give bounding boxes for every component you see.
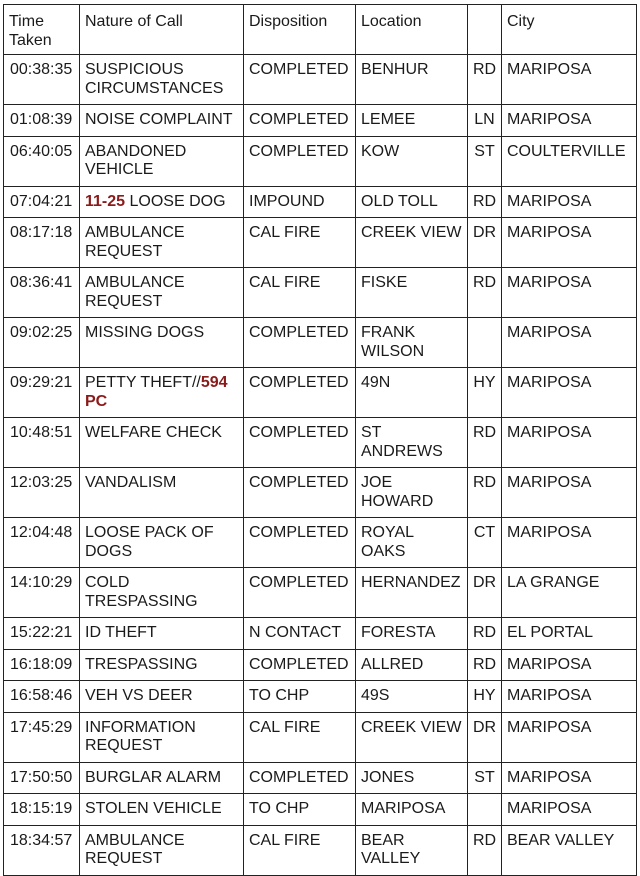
table-row: [4, 618, 637, 650]
table-row: [4, 762, 637, 794]
location-cell: FORESTA: [356, 618, 468, 650]
disposition-cell: CAL FIRE: [244, 218, 356, 268]
nature-cell: [80, 712, 244, 762]
street-type-cell: RD: [468, 649, 502, 681]
city-cell: MARIPOSA: [502, 794, 637, 826]
table-row: [4, 712, 637, 762]
table-row: [4, 681, 637, 713]
nature-cell: [80, 418, 244, 468]
street-type-cell: CT: [468, 518, 502, 568]
street-type-cell: HY: [468, 681, 502, 713]
table-row: [4, 55, 637, 105]
header-nature-of-call: Nature of Call: [80, 5, 244, 55]
street-type-cell: ST: [468, 762, 502, 794]
table-header: [4, 5, 637, 55]
disposition-cell: COMPLETED: [244, 468, 356, 518]
nature-cell: [80, 136, 244, 186]
nature-text: TRESPASSING: [85, 655, 198, 673]
header-location: Location: [356, 5, 468, 55]
nature-cell: [80, 468, 244, 518]
location-cell: FISKE: [356, 268, 468, 318]
nature-text: AMBULANCE REQUEST: [85, 831, 185, 867]
call-code: 594 PC: [85, 374, 228, 410]
table-row: [4, 794, 637, 826]
disposition-cell: COMPLETED: [244, 55, 356, 105]
table-row: [4, 186, 637, 218]
city-cell: MARIPOSA: [502, 268, 637, 318]
table-row: [4, 368, 637, 418]
time-cell: 18:15:19: [4, 794, 80, 826]
city-cell: MARIPOSA: [502, 55, 637, 105]
location-cell: BENHUR: [356, 55, 468, 105]
street-type-cell: RD: [468, 825, 502, 875]
city-cell: COULTERVILLE: [502, 136, 637, 186]
table-row: [4, 649, 637, 681]
location-cell: LEMEE: [356, 105, 468, 137]
disposition-cell: COMPLETED: [244, 105, 356, 137]
table-row: [4, 568, 637, 618]
time-cell: 08:36:41: [4, 268, 80, 318]
nature-text: AMBULANCE REQUEST: [85, 224, 185, 260]
nature-cell: [80, 218, 244, 268]
time-cell: 09:29:21: [4, 368, 80, 418]
location-cell: JOE HOWARD: [356, 468, 468, 518]
nature-cell: [80, 825, 244, 875]
table-row: [4, 468, 637, 518]
street-type-cell: RD: [468, 418, 502, 468]
nature-cell: [80, 649, 244, 681]
nature-text: LOOSE PACK OF DOGS: [85, 524, 214, 560]
city-cell: MARIPOSA: [502, 418, 637, 468]
time-cell: 18:34:57: [4, 825, 80, 875]
street-type-cell: RD: [468, 55, 502, 105]
nature-text: BURGLAR ALARM: [85, 768, 222, 786]
street-type-cell: [468, 318, 502, 368]
nature-text: VANDALISM: [85, 474, 177, 491]
city-cell: MARIPOSA: [502, 681, 637, 713]
nature-cell: [80, 794, 244, 826]
nature-cell: [80, 55, 244, 105]
street-type-cell: DR: [468, 568, 502, 618]
nature-cell: [80, 568, 244, 618]
street-type-cell: DR: [468, 218, 502, 268]
nature-text: AMBULANCE REQUEST: [85, 274, 185, 310]
city-cell: MARIPOSA: [502, 649, 637, 681]
city-cell: LA GRANGE: [502, 568, 637, 618]
nature-text: INFORMATION REQUEST: [85, 718, 196, 754]
time-cell: 16:18:09: [4, 649, 80, 681]
header-row: [4, 5, 637, 55]
city-cell: MARIPOSA: [502, 318, 637, 368]
disposition-cell: COMPLETED: [244, 518, 356, 568]
city-cell: MARIPOSA: [502, 468, 637, 518]
location-cell: 49S: [356, 681, 468, 713]
city-cell: MARIPOSA: [502, 712, 637, 762]
city-cell: EL PORTAL: [502, 618, 637, 650]
header-disposition: Disposition: [244, 5, 356, 55]
header-street-type: [468, 5, 502, 55]
location-cell: FRANK WILSON: [356, 318, 468, 368]
nature-cell: [80, 681, 244, 713]
location-cell: KOW: [356, 136, 468, 186]
disposition-cell: COMPLETED: [244, 136, 356, 186]
table-row: [4, 418, 637, 468]
header-time: Time Taken: [4, 5, 80, 55]
city-cell: MARIPOSA: [502, 218, 637, 268]
nature-text: WELFARE CHECK: [85, 424, 222, 441]
disposition-cell: COMPLETED: [244, 418, 356, 468]
table-row: [4, 105, 637, 137]
nature-cell: [80, 368, 244, 418]
street-type-cell: HY: [468, 368, 502, 418]
disposition-cell: COMPLETED: [244, 318, 356, 368]
disposition-cell: TO CHP: [244, 794, 356, 826]
nature-cell: [80, 618, 244, 650]
disposition-cell: TO CHP: [244, 681, 356, 713]
location-cell: BEAR VALLEY: [356, 825, 468, 875]
street-type-cell: LN: [468, 105, 502, 137]
nature-cell: [80, 318, 244, 368]
table-body: [4, 55, 637, 876]
location-cell: MARIPOSA: [356, 794, 468, 826]
street-type-cell: DR: [468, 712, 502, 762]
time-cell: 10:48:51: [4, 418, 80, 468]
disposition-cell: CAL FIRE: [244, 268, 356, 318]
street-type-cell: [468, 794, 502, 826]
time-cell: 12:04:48: [4, 518, 80, 568]
nature-text: ABANDONED VEHICLE: [85, 142, 187, 178]
nature-text: ID THEFT: [85, 624, 157, 641]
nature-text: COLD TRESPASSING: [85, 574, 198, 610]
street-type-cell: RD: [468, 268, 502, 318]
location-cell: OLD TOLL: [356, 186, 468, 218]
disposition-cell: CAL FIRE: [244, 825, 356, 875]
time-cell: 17:45:29: [4, 712, 80, 762]
nature-cell: [80, 762, 244, 794]
nature-text: MISSING DOGS: [85, 324, 205, 341]
nature-cell: [80, 105, 244, 137]
city-cell: BEAR VALLEY: [502, 825, 637, 875]
table-row: [4, 825, 637, 875]
street-type-cell: RD: [468, 618, 502, 650]
time-cell: 00:38:35: [4, 55, 80, 105]
nature-cell: [80, 186, 244, 218]
header-city: City: [502, 5, 637, 55]
time-cell: 16:58:46: [4, 681, 80, 713]
time-cell: 14:10:29: [4, 568, 80, 618]
call-log-table: [3, 4, 637, 876]
street-type-cell: RD: [468, 468, 502, 518]
location-cell: CREEK VIEW: [356, 218, 468, 268]
location-cell: CREEK VIEW: [356, 712, 468, 762]
table-row: [4, 318, 637, 368]
table-row: [4, 518, 637, 568]
city-cell: MARIPOSA: [502, 186, 637, 218]
nature-text: STOLEN VEHICLE: [85, 800, 222, 817]
nature-text: PETTY THEFT//: [85, 374, 201, 391]
time-cell: 17:50:50: [4, 762, 80, 794]
city-cell: MARIPOSA: [502, 762, 637, 794]
street-type-cell: ST: [468, 136, 502, 186]
location-cell: 49N: [356, 368, 468, 418]
nature-text: SUSPICIOUS CIRCUMSTANCES: [85, 61, 224, 97]
disposition-cell: CAL FIRE: [244, 712, 356, 762]
nature-text: VEH VS DEER: [85, 687, 193, 704]
disposition-cell: COMPLETED: [244, 762, 356, 794]
location-cell: JONES: [356, 762, 468, 794]
city-cell: MARIPOSA: [502, 518, 637, 568]
nature-text: NOISE COMPLAINT: [85, 111, 233, 128]
time-cell: 15:22:21: [4, 618, 80, 650]
table-row: [4, 218, 637, 268]
table-row: [4, 136, 637, 186]
nature-text: LOOSE DOG: [125, 192, 226, 210]
time-cell: 01:08:39: [4, 105, 80, 137]
street-type-cell: RD: [468, 186, 502, 218]
time-cell: 09:02:25: [4, 318, 80, 368]
location-cell: ST ANDREWS: [356, 418, 468, 468]
location-cell: ALLRED: [356, 649, 468, 681]
table-row: [4, 268, 637, 318]
disposition-cell: COMPLETED: [244, 649, 356, 681]
location-cell: HERNANDEZ: [356, 568, 468, 618]
nature-cell: [80, 268, 244, 318]
disposition-cell: COMPLETED: [244, 568, 356, 618]
time-cell: 07:04:21: [4, 186, 80, 218]
call-code: 11-25: [85, 192, 126, 210]
location-cell: ROYAL OAKS: [356, 518, 468, 568]
time-cell: 12:03:25: [4, 468, 80, 518]
city-cell: MARIPOSA: [502, 105, 637, 137]
time-cell: 08:17:18: [4, 218, 80, 268]
disposition-cell: N CONTACT: [244, 618, 356, 650]
time-cell: 06:40:05: [4, 136, 80, 186]
disposition-cell: IMPOUND: [244, 186, 356, 218]
nature-cell: [80, 518, 244, 568]
city-cell: MARIPOSA: [502, 368, 637, 418]
disposition-cell: COMPLETED: [244, 368, 356, 418]
